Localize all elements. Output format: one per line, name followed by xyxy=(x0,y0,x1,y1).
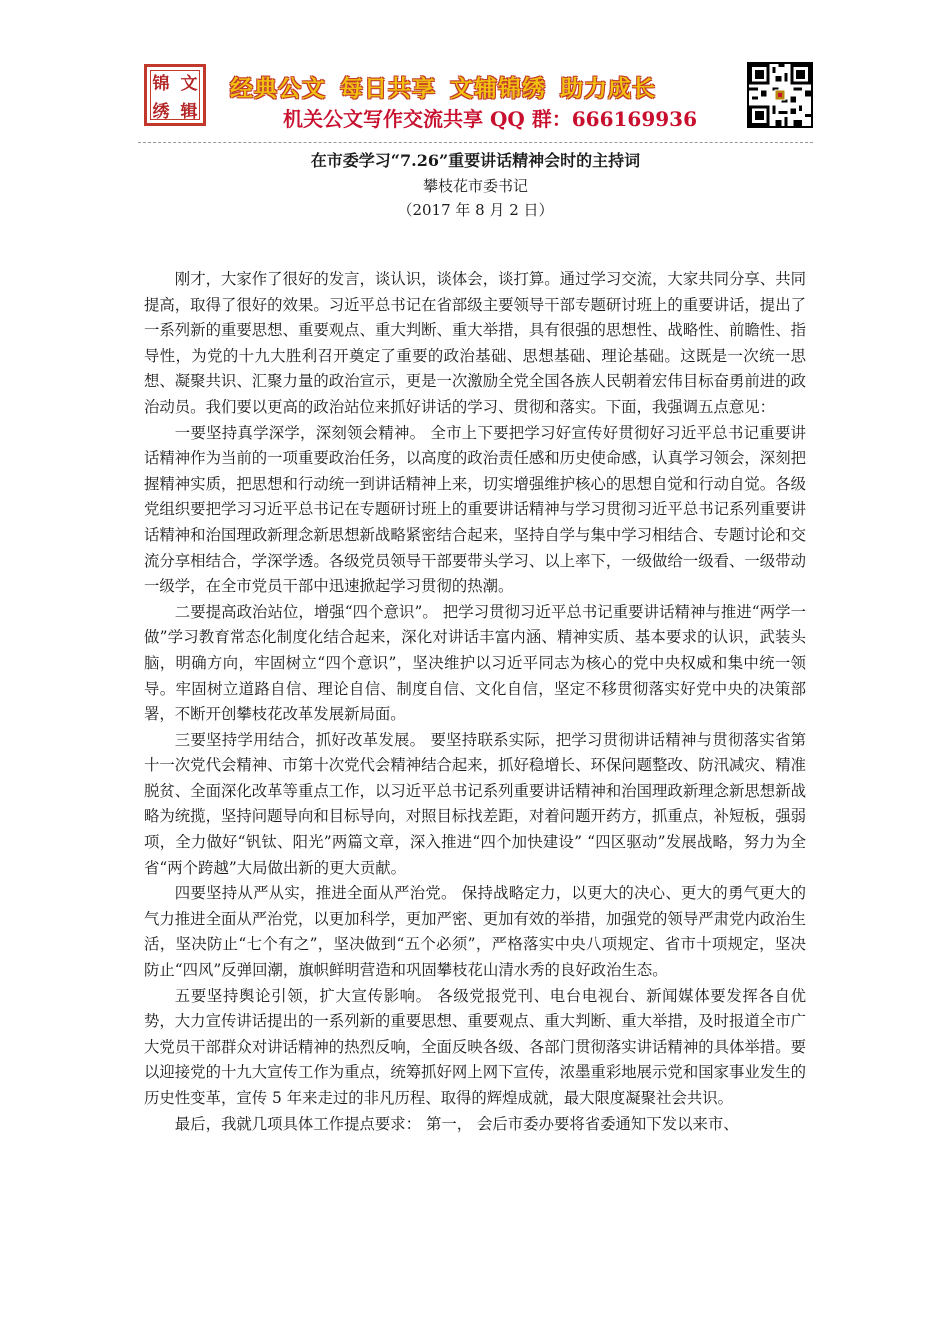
body-paragraph: 五要坚持舆论引领，扩大宣传影响。 各级党报党刊、电台电视台、新闻媒体要发挥各自优势，大力宣传讲话提出的一系列新的重要思想、重要观点、重大判断、重大举措，及时报道全市广大党员干部群众对讲话精神的热烈反响，全面反映各级、各部门贯彻落实讲话精神的具体举措。要以迎接党的十九大宣传工作为重点，统筹抓好网上网下宣传，浓墨重彩地展示党和国家事业发生的历史性变革，宣传 5 年来走过的非凡历程、取得的辉煌成就，最大限度凝聚社会共识。 xyxy=(144,986,806,1107)
seal-char: 绣 xyxy=(152,101,170,122)
seal-char: 锦 xyxy=(152,73,170,94)
seal-char: 文 xyxy=(180,73,198,94)
body-paragraph: 二要提高政治站位，增强“四个意识”。 把学习贯彻习近平总书记重要讲话精神与推进“两学一做”学习教育常态化制度化结合起来，深化对讲话丰富内涵、精神实质、基本要求的认识，武装头脑，明确方向，牢固树立“四个意识”，坚决维护以习近平同志为核心的党中央权威和集中统一领导。牢固树立道路自信、理论自信、制度自信、文化自信，坚定不移贯彻落实好党中央的决策部署，不断开创攀枝花改革发展新局面。 xyxy=(144,602,806,724)
document-title: 在市委学习“7.26”重要讲话精神会时的主持词 xyxy=(310,151,641,170)
body-paragraph: 一要坚持真学深学，深刻领会精神。 全市上下要把学习好宣传好贯彻好习近平总书记重要讲话精神作为当前的一项重要政治任务，以高度的政治责任感和历史使命感，认真学习领会，深刻把握精神实质，把思想和行动统一到讲话精神上来，切实增强维护核心的思想自觉和行动自觉。各级党组织要把学习习近平总书记在专题研讨班上的重要讲话精神与学习贯彻习近平总书记系列重要讲话精神和治国理政新理念新思想新战略紧密结合起来，坚持自学与集中学习相结合、专题讨论和交流分享相结合，学深学透。各级党员领导干部要带头学习、以上率下，一级做给一级看、一级带动一级学，在全市党员干部中迅速掀起学习贯彻的热潮。 xyxy=(144,423,806,596)
slogan-item: 助力成长 xyxy=(560,75,656,102)
body-paragraph: 最后，我就几项具体工作提点要求： 第一， 会后市委办要将省委通知下发以来市、 xyxy=(174,1114,739,1133)
seal-logo xyxy=(144,64,206,126)
qq-group-line: 机关公文写作交流共享 QQ 群：666169936 xyxy=(283,107,698,131)
slogan-item: 经典公文 xyxy=(230,75,326,102)
header-divider xyxy=(138,142,813,143)
slogan-item: 每日共享 xyxy=(340,75,436,102)
document-body xyxy=(144,267,806,1137)
document-author: 攀枝花市委书记 xyxy=(422,177,528,195)
banner-header xyxy=(138,60,813,138)
body-paragraph: 四要坚持从严从实，推进全面从严治党。 保持战略定力，以更大的决心、更大的勇气更大的气力推进全面从严治党，以更加科学，更加严密、更加有效的举措，加强党的领导严肃党内政治生活，坚决防止“七个有之”，坚决做到“五个必须”，严格落实中央八项规定、省市十项规定，坚决防止“四风”反弹回潮，旗帜鲜明营造和巩固攀枝花山清水秀的良好政治生态。 xyxy=(144,884,806,980)
body-paragraph: 刚才，大家作了很好的发言，谈认识，谈体会，谈打算。通过学习交流，大家共同分享、共同提高，取得了很好的效果。习近平总书记在省部级主要领导干部专题研讨班上的重要讲话，提出了一系列新的重要思想、重要观点、重大判断、重大举措，具有很强的思想性、战略性、前瞻性、指导性，为党的十九大胜利召开奠定了重要的政治基础、思想基础、理论基础。这既是一次统一思想、凝聚共识、汇聚力量的政治宣示，更是一次激励全党全国各族人民朝着宏伟目标奋勇前进的政治动员。我们要以更高的政治站位来抓好讲话的学习、贯彻和落实。下面，我强调五点意见： xyxy=(144,270,806,416)
document-date: （2017 年 8 月 2 日） xyxy=(397,201,554,219)
slogan-item: 文辅锦绣 xyxy=(450,75,546,102)
qr-code-icon xyxy=(747,62,813,128)
seal-char: 辑 xyxy=(180,101,198,122)
body-paragraph: 三要坚持学用结合，抓好改革发展。 要坚持联系实际，把学习贯彻讲话精神与贯彻落实省第十一次党代会精神、市第十次党代会精神结合起来，抓好稳增长、环保问题整改、防汛减灾、精准脱贫、全面深化改革等重点工作，以习近平总书记系列重要讲话精神和治国理政新理念新思想新战略为统揽，坚持问题导向和目标导向，对照目标找差距，对着问题开药方，抓重点，补短板，强弱项，全力做好“钒钛、阳光”两篇文章，深入推进“四个加快建设” “四区驱动”发展战略，努力为全省“两个跨越”大局做出新的更大贡献。 xyxy=(144,730,806,877)
qr-code-graphic xyxy=(749,64,811,126)
title-block xyxy=(138,146,813,222)
banner-slogan xyxy=(230,70,670,103)
